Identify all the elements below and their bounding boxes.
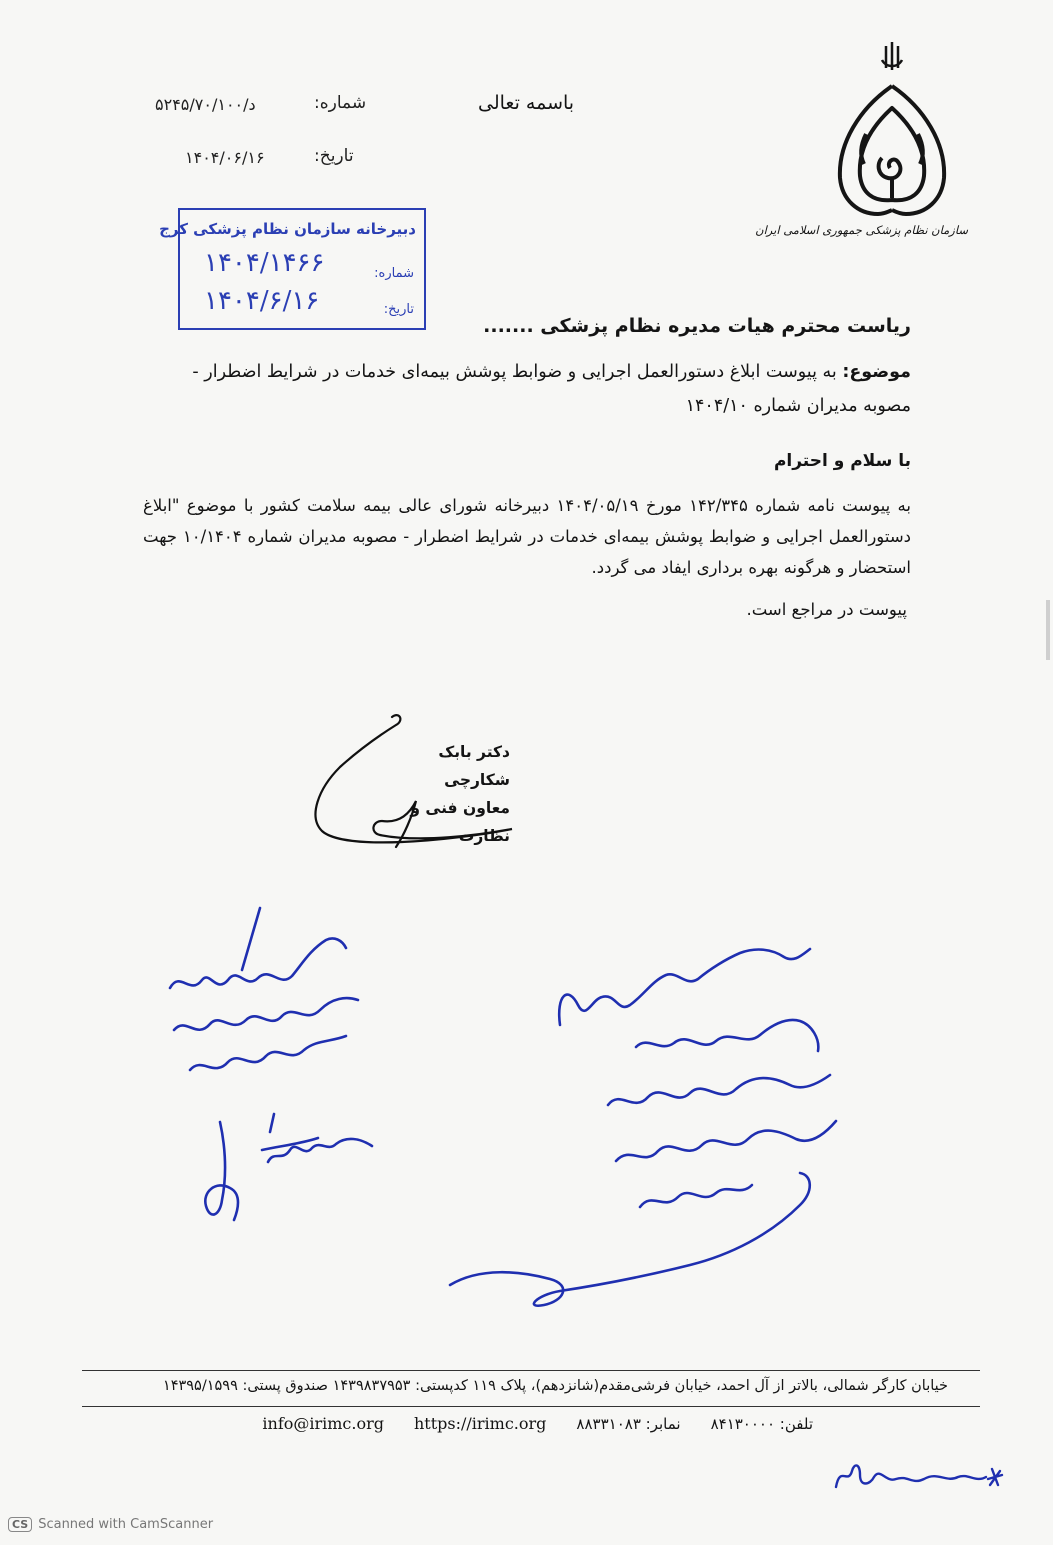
- stamp-number-value: ۱۴۰۴/۱۴۶۶: [204, 248, 325, 278]
- signatory-name: دکتر بابک شکارچی: [438, 743, 510, 789]
- stamp-date-label: تاریخ:: [383, 302, 414, 317]
- footer-phone: تلفن: ۸۴۱۳۰۰۰۰: [710, 1415, 813, 1433]
- footer-email-link[interactable]: info@irimc.org: [262, 1414, 384, 1433]
- stamp-number-label: شماره:: [374, 266, 414, 281]
- footer-website-link[interactable]: https://irimc.org: [414, 1414, 547, 1433]
- camscanner-logo-icon: CS: [8, 1517, 32, 1532]
- footer-address: خیابان کارگر شمالی، بالاتر از آل احمد، خیابان فرشی‌مقدم(شانزدهم)، پلاک ۱۱۹ کدپستی: ۱۴۳۹۸۳۷۹۵۳ صندوق پستی: ۱۴۳۹۵/۱۵۹۹: [162, 1378, 948, 1394]
- scan-edge-mark: [1046, 600, 1050, 660]
- letter-date-label: تاریخ:: [314, 146, 354, 166]
- signatory-title: معاون فنی و نظارت: [410, 799, 510, 845]
- emblem-icon: [755, 38, 970, 253]
- handwritten-bottom-note: [830, 1455, 1005, 1505]
- greeting: با سلام و احترام: [773, 451, 911, 471]
- letter-number-label: شماره:: [314, 93, 367, 113]
- letter-date-value: ۱۴۰۴/۰۶/۱۶: [185, 148, 265, 167]
- org-emblem-logo: [755, 38, 970, 253]
- footer-mid-rule: [82, 1406, 980, 1407]
- subject-text: به پیوست ابلاغ دستورالعمل اجرایی و ضوابط پوشش بیمه‌ای خدمات در شرایط اضطرار - مصوبه مدیران شماره ۱۴۰۴/۱۰: [192, 362, 911, 416]
- closing-line: پیوست در مراجع است.: [746, 600, 907, 619]
- footer-contact-row: [262, 1414, 813, 1433]
- camscanner-badge: [8, 1517, 213, 1532]
- subject-line: [171, 355, 911, 423]
- bismillah-heading: باسمه تعالی: [478, 92, 575, 114]
- body-paragraph: به پیوست نامه شماره ۱۴۲/۳۴۵ مورخ ۱۴۰۴/۰۵/۱۹ دبیرخانه شورای عالی بیمه سلامت کشور با موضوع "ابلاغ دستورالعمل اجرایی و ضوابط پوشش بیمه‌ای خدمات در شرایط اضطرار - مصوبه مدیران شماره ۱۰/۱۴۰۴ جهت استحضار و هرگونه بهره برداری ایفاد می گردد.: [143, 496, 911, 577]
- addressee: ریاست محترم هیات مدیره نظام پزشکی .......: [483, 315, 911, 337]
- stamp-title: دبیرخانه سازمان نظام پزشکی کرج: [159, 220, 416, 238]
- handwritten-note-right: [440, 935, 860, 1325]
- handwritten-note-left: [150, 900, 410, 1260]
- footer-fax: نمابر: ۸۸۳۳۱۰۸۳: [576, 1415, 681, 1433]
- org-logo-text: سازمان نظام پزشکی جمهوری اسلامی ایران: [755, 223, 968, 237]
- stamp-date-value: ۱۴۰۴/۶/۱۶: [204, 286, 320, 316]
- letter-number-value: ۵۲۴۵/۷۰/۱۰۰/د: [155, 95, 256, 114]
- footer-top-rule: [82, 1370, 980, 1371]
- camscanner-text: Scanned with CamScanner: [38, 1517, 214, 1532]
- secretariat-stamp: [159, 208, 426, 330]
- subject-label: موضوع:: [842, 362, 911, 382]
- signature-graphic: [300, 705, 530, 865]
